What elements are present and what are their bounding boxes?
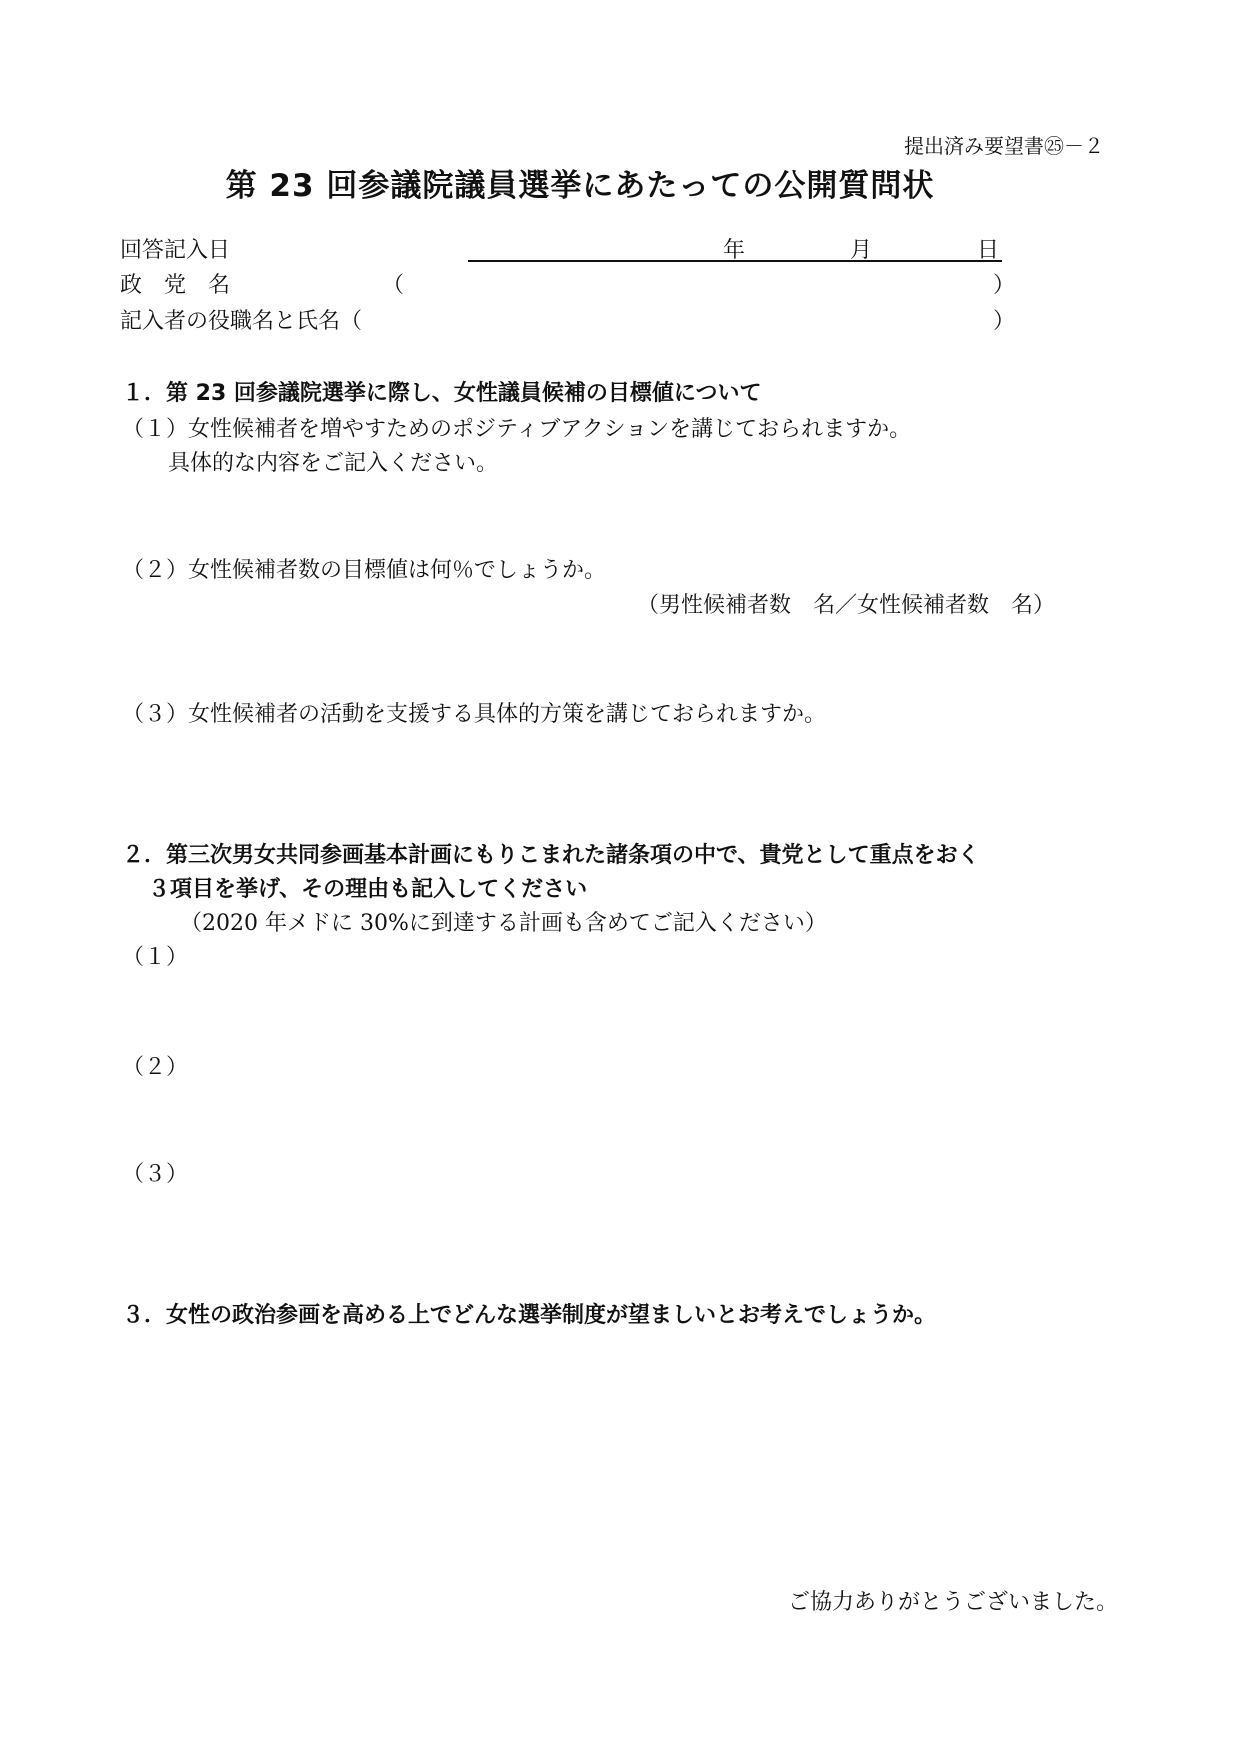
document-title: 第 23 回参議院議員選挙にあたっての公開質問状 (225, 168, 935, 204)
document-reference: 提出済み要望書㉕－２ (904, 134, 1104, 158)
section2-item3: （３） (122, 1162, 189, 1187)
party-open-paren: （ (382, 273, 405, 298)
section1-q1-line1: （１）女性候補者を増やすためのポジティブアクションを講じておられますか。 (122, 417, 912, 442)
section1-q2: （２）女性候補者数の目標値は何％でしょうか。 (122, 558, 607, 583)
year-label: 年 (723, 238, 746, 263)
section2-note: （2020 年メドに 30%に到達する計画も含めてご記入ください） (180, 911, 827, 936)
section1-q3: （３）女性候補者の活動を支援する具体的方策を講じておられますか。 (122, 702, 827, 727)
party-label: 政 党 名 (120, 273, 231, 298)
section2-item2: （２） (122, 1055, 189, 1080)
person-close-paren: ） (993, 309, 1016, 334)
section2-item1: （１） (122, 945, 189, 970)
section1-q1-line2: 具体的な内容をご記入ください。 (168, 451, 499, 476)
party-close-paren: ） (993, 273, 1016, 298)
month-label: 月 (850, 238, 873, 263)
section2-heading-line1: ２．第三次男女共同参画基本計画にもりこまれた諸条項の中で、貴党として重点をおく (122, 843, 980, 868)
section3-heading: ３．女性の政治参画を高める上でどんな選挙制度が望ましいとお考えでしょうか。 (122, 1303, 937, 1328)
person-label: 記入者の役職名と氏名（ (120, 309, 363, 334)
date-label: 回答記入日 (120, 238, 231, 263)
day-label: 日 (977, 238, 1000, 263)
section1-heading: １．第 23 回参議院選挙に際し、女性議員候補の目標値について (122, 381, 762, 406)
thanks-message: ご協力ありがとうございました。 (787, 1590, 1118, 1615)
section1-q2-sub: （男性候補者数 名／女性候補者数 名） (637, 593, 1056, 618)
section2-heading-line2: ３項目を挙げ、その理由も記入してください (148, 877, 588, 902)
